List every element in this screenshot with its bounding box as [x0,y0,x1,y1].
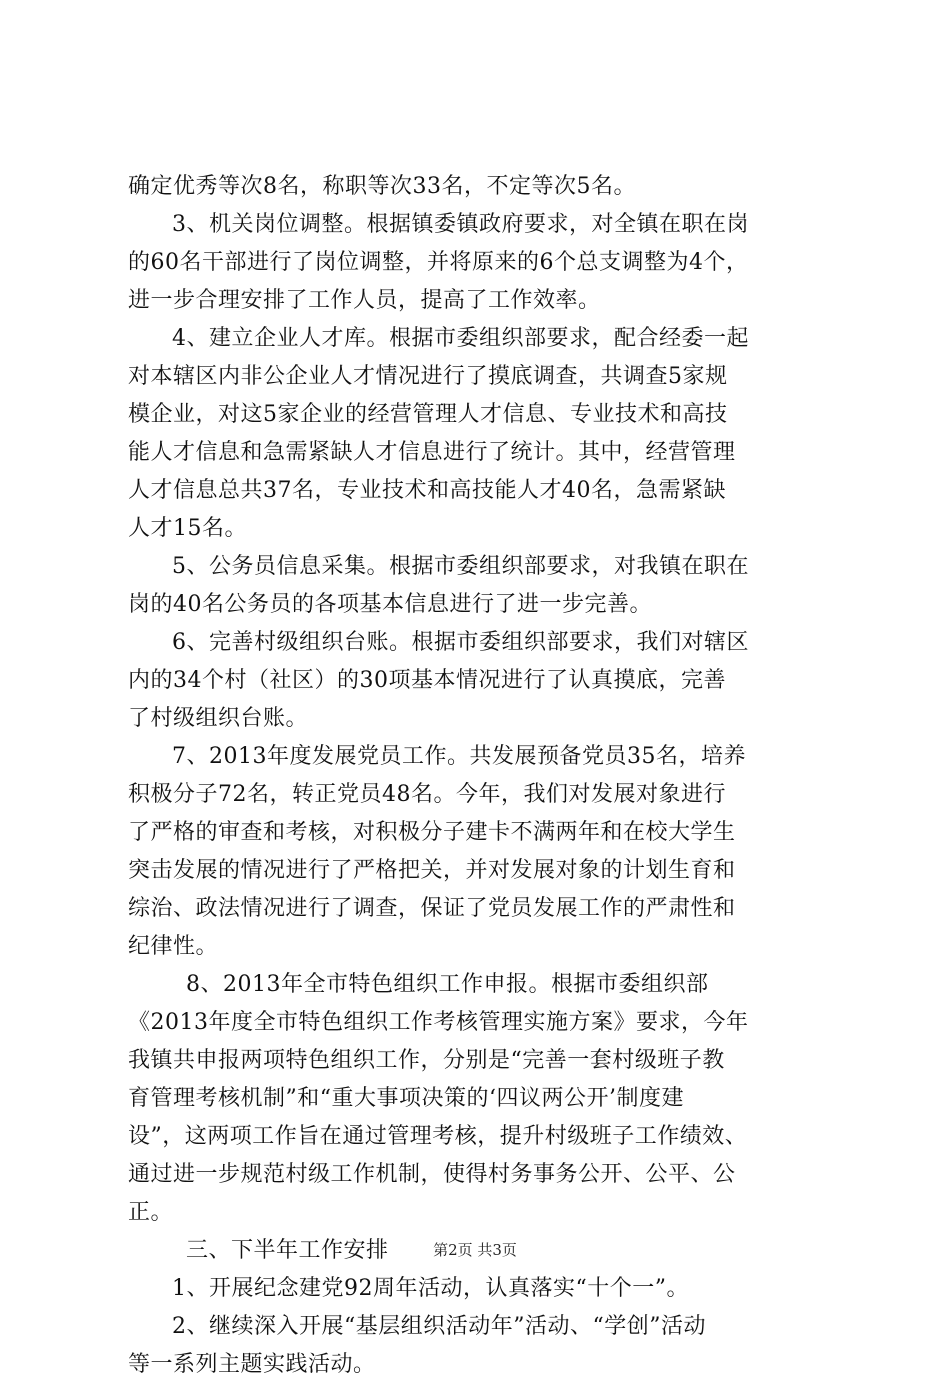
list-item: 1、开展纪念建党92周年活动，认真落实“十个一”。 [172,1276,689,1301]
text-line: 正。 [128,1200,174,1225]
text-line: 通过进一步规范村级工作机制，使得村务事务公开、公平、公 [128,1162,736,1187]
text-line: 综治、政法情况进行了调查，保证了党员发展工作的严肃性和 [128,896,736,921]
document-body [128,168,828,1384]
text-line: 积极分子72名，转正党员48名。今年，我们对发展对象进行 [128,782,726,807]
text-line: 内的34个村（社区）的30项基本情况进行了认真摸底，完善 [128,668,726,693]
text-line: 《2013年度全市特色组织工作考核管理实施方案》要求，今年 [128,1010,749,1035]
section-heading: 三、下半年工作安排 [186,1238,389,1263]
paragraph-6-heading-line: 6、完善村级组织台账。根据市委组织部要求，我们对辖区 [172,630,749,655]
text-line: 育管理考核机制”和“重大事项决策的‘四议两公开’制度建 [128,1086,684,1111]
text-line: 确定优秀等次8名，称职等次33名，不定等次5名。 [128,174,636,199]
text-line: 我镇共申报两项特色组织工作，分别是“完善一套村级班子教 [128,1048,725,1073]
text-line: 对本辖区内非公企业人才情况进行了摸底调查，共调查5家规 [128,364,728,389]
text-line: 人才15名。 [128,516,247,541]
text-line: 能人才信息和急需紧缺人才信息进行了统计。其中，经营管理 [128,440,736,465]
paragraph-8-heading-line: 8、2013年全市特色组织工作申报。根据市委组织部 [186,972,709,997]
paragraph-7-heading-line: 7、2013年度发展党员工作。共发展预备党员35名，培养 [172,744,746,769]
text-line: 人才信息总共37名，专业技术和高技能人才40名，急需紧缺 [128,478,726,503]
text-line: 进一步合理安排了工作人员，提高了工作效率。 [128,288,601,313]
text-line: 突击发展的情况进行了严格把关，并对发展对象的计划生育和 [128,858,736,883]
text-line: 岗的40名公务员的各项基本信息进行了进一步完善。 [128,592,652,617]
text-line: 设”，这两项工作旨在通过管理考核，提升村级班子工作绩效、 [128,1124,748,1149]
paragraph-3-heading-line: 3、机关岗位调整。根据镇委镇政府要求，对全镇在职在岗 [172,212,749,237]
text-line: 纪律性。 [128,934,219,959]
text-line: 的60名干部进行了岗位调整，并将原来的6个总支调整为4个， [128,250,749,275]
text-line: 了村级组织台账。 [128,706,309,731]
paragraph-5-heading-line: 5、公务员信息采集。根据市委组织部要求，对我镇在职在 [172,554,749,579]
paragraph-4-heading-line: 4、建立企业人才库。根据市委组织部要求，配合经委一起 [172,326,749,351]
text-line: 了严格的审查和考核，对积极分子建卡不满两年和在校大学生 [128,820,736,845]
text-line: 等一系列主题实践活动。 [128,1352,376,1377]
text-line: 模企业，对这5家企业的经营管理人才信息、专业技术和高技 [128,402,728,427]
list-item: 2、继续深入开展“基层组织活动年”活动、“学创”活动 [172,1314,706,1339]
page-number-footer: 第2页 共3页 [433,1241,517,1259]
